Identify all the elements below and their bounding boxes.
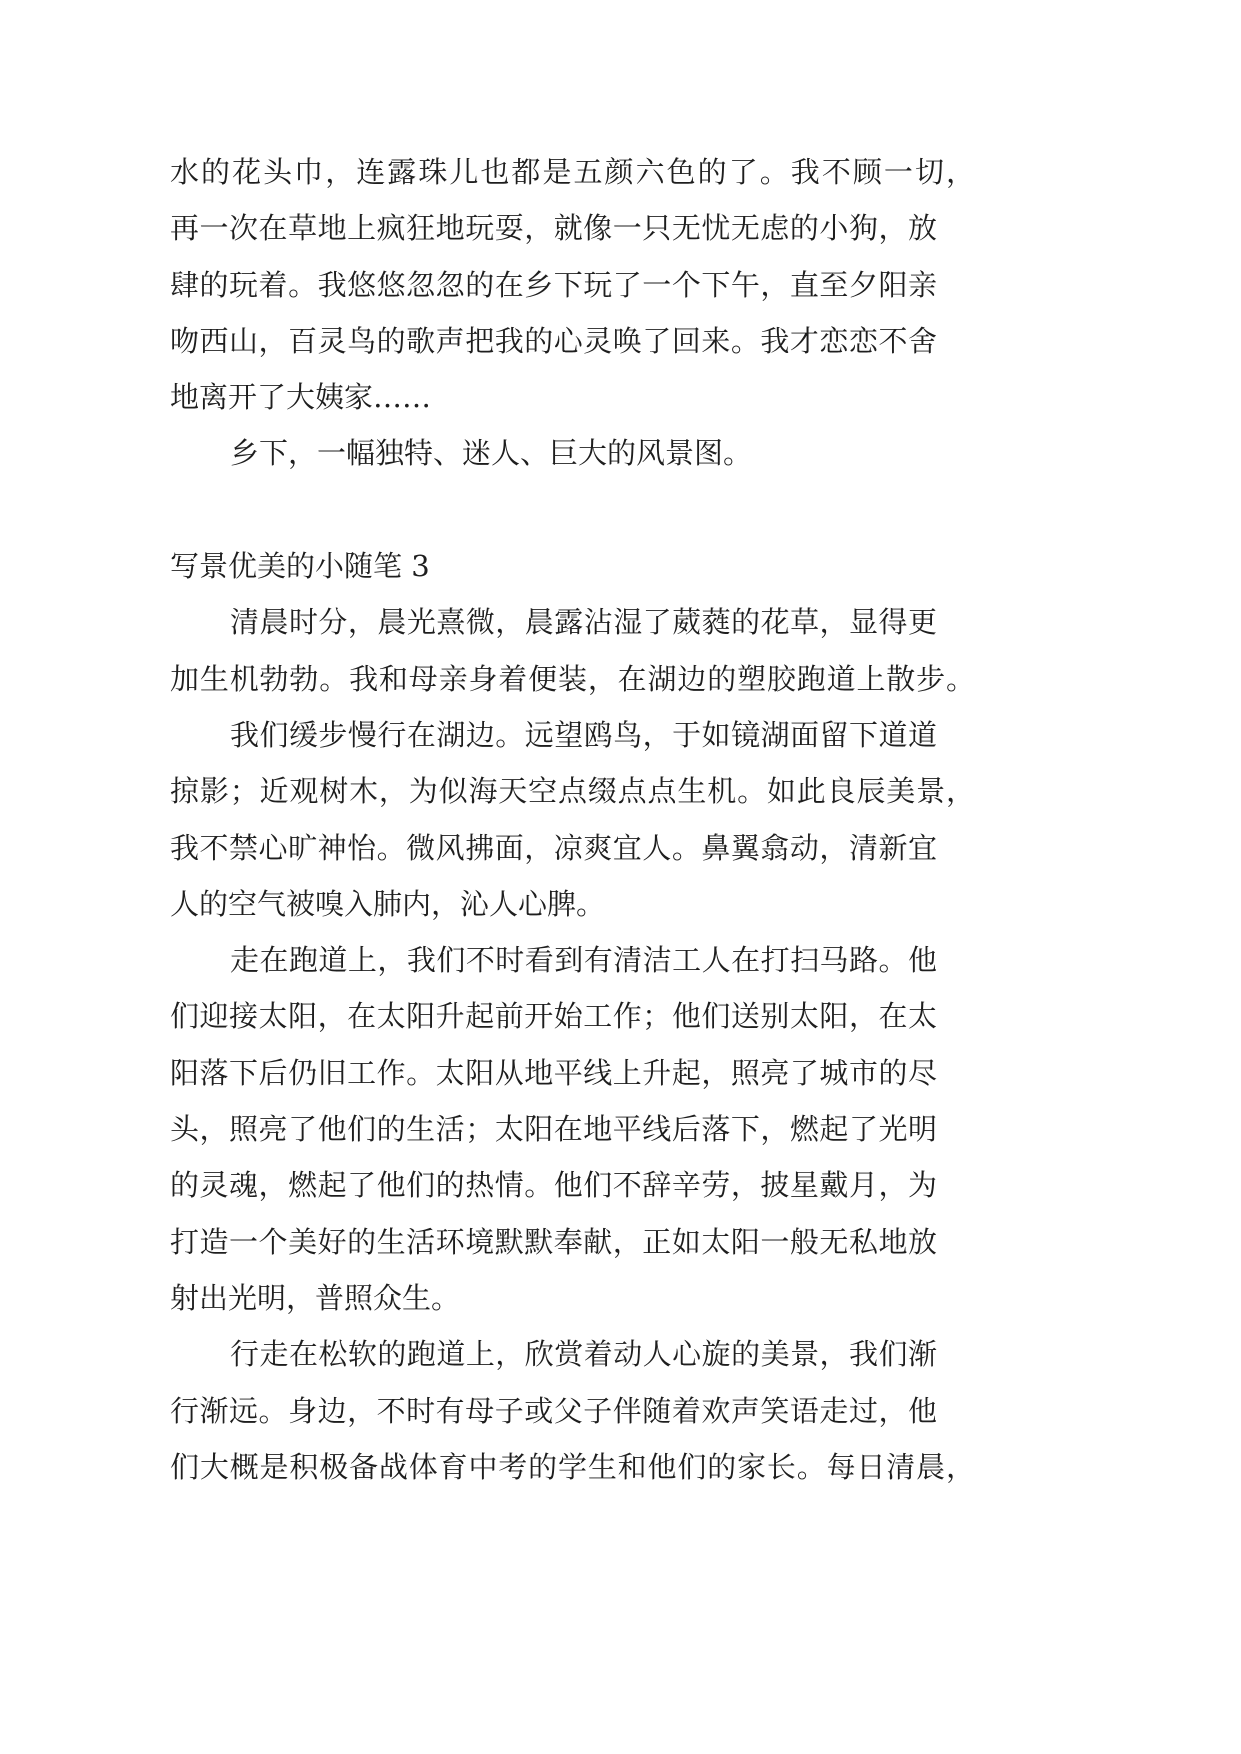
paragraph-3	[170, 932, 975, 1326]
paragraph-line: 肆的玩着。我悠悠忽忽的在乡下玩了一个下午，直至夕阳亲	[170, 267, 937, 302]
paragraph-line: 我不禁心旷神怡。微风拂面，凉爽宜人。鼻翼翕动，清新宜	[170, 830, 937, 865]
blank-line	[170, 482, 975, 538]
paragraph-line: 行渐远。身边，不时有母子或父子伴随着欢声笑语走过，他	[170, 1393, 937, 1428]
section-title: 写景优美的小随笔 3	[170, 549, 430, 584]
paragraph-2	[170, 707, 975, 932]
paragraph-line: 加生机勃勃。我和母亲身着便装，在湖边的塑胶跑道上散步。	[170, 661, 975, 696]
paragraph-line: 掠影；近观树木，为似海天空点缀点点生机。如此良辰美景，	[170, 774, 975, 809]
paragraph-line: 头，照亮了他们的生活；太阳在地平线后落下，燃起了光明	[170, 1112, 937, 1147]
text-column	[170, 144, 975, 1495]
paragraph-line: 再一次在草地上疯狂地玩耍，就像一只无忧无虑的小狗，放	[170, 211, 937, 246]
paragraph-line: 清晨时分，晨光熹微，晨露沾湿了葳蕤的花草，显得更	[230, 605, 937, 640]
paragraph-line: 水的花头巾，连露珠儿也都是五颜六色的了。我不顾一切，	[170, 155, 975, 189]
paragraph-line: 打造一个美好的生活环境默默奉献，正如太阳一般无私地放	[170, 1224, 937, 1259]
paragraph-line: 射出光明，普照众生。	[170, 1280, 461, 1315]
paragraph-4	[170, 1326, 975, 1495]
paragraph-line: 的灵魂，燃起了他们的热情。他们不辞辛劳，披星戴月，为	[170, 1168, 937, 1203]
continued-paragraph	[170, 144, 975, 425]
paragraph-line: 乡下，一幅独特、迷人、巨大的风景图。	[230, 436, 753, 471]
paragraph-1	[170, 594, 975, 707]
paragraph-line: 行走在松软的跑道上，欣赏着动人心旋的美景，我们渐	[230, 1337, 937, 1372]
paragraph-line: 走在跑道上，我们不时看到有清洁工人在打扫马路。他	[230, 943, 937, 978]
paragraph-line: 们迎接太阳，在太阳升起前开始工作；他们送别太阳，在太	[170, 999, 937, 1034]
paragraph-line: 我们缓步慢行在湖边。远望鸥鸟，于如镜湖面留下道道	[230, 717, 937, 752]
paragraph-line: 们大概是积极备战体育中考的学生和他们的家长。每日清晨，	[170, 1449, 975, 1484]
paragraph-line: 阳落下后仍旧工作。太阳从地平线上升起，照亮了城市的尽	[170, 1055, 937, 1090]
paragraph-line: 吻西山，百灵鸟的歌声把我的心灵唤了回来。我才恋恋不舍	[170, 323, 937, 358]
paragraph-line: 地离开了大姨家……	[170, 380, 432, 415]
paragraph-line: 人的空气被嗅入肺内，沁人心脾。	[170, 886, 606, 921]
closing-paragraph	[170, 425, 975, 481]
